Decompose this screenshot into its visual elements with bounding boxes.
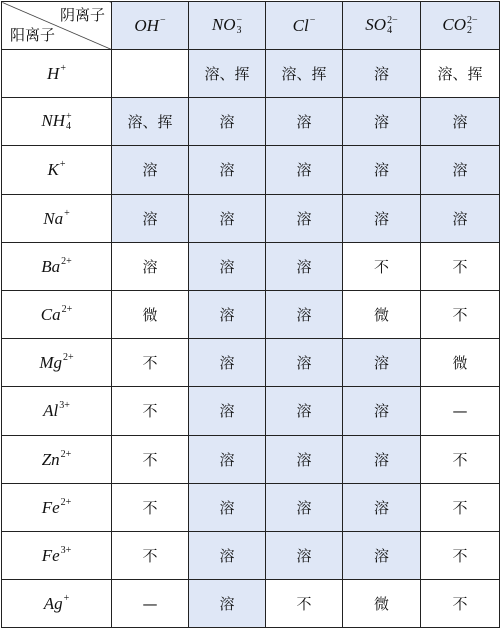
cation-formula — [42, 450, 72, 469]
cation-formula — [39, 353, 73, 372]
table-row — [2, 290, 500, 338]
solubility-value: 溶 — [219, 209, 235, 228]
cation-formula-charge: + — [65, 111, 72, 123]
solubility-value: 溶 — [296, 546, 312, 565]
anion-formula-charge: 2− — [387, 15, 398, 27]
solubility-value: 溶 — [219, 354, 235, 373]
solubility-cell — [421, 531, 500, 579]
solubility-value: 溶 — [373, 161, 389, 180]
solubility-value: 溶 — [219, 306, 235, 325]
cation-formula-symbol: NH — [41, 111, 65, 131]
solubility-value: 溶 — [296, 306, 312, 325]
solubility-cell — [112, 580, 189, 628]
solubility-cell — [112, 435, 189, 483]
solubility-cell — [266, 580, 343, 628]
solubility-cell — [266, 339, 343, 387]
solubility-value: 不 — [142, 450, 158, 469]
solubility-value: — — [452, 402, 468, 421]
cation-formula-charge: 3+ — [60, 544, 72, 556]
cation-formula-charge: 2+ — [63, 352, 74, 364]
solubility-value: 微 — [452, 354, 468, 373]
cation-header-cell — [2, 242, 112, 290]
solubility-cell — [421, 580, 500, 628]
solubility-value: 溶 — [373, 65, 389, 84]
solubility-value: — — [142, 595, 158, 614]
solubility-value: 溶 — [452, 113, 468, 132]
header-row — [2, 2, 500, 50]
solubility-cell — [343, 98, 421, 146]
cation-formula-charge: + — [59, 159, 66, 171]
solubility-cell — [189, 531, 266, 579]
table-row — [2, 242, 500, 290]
solubility-cell — [266, 290, 343, 338]
solubility-cell — [421, 435, 500, 483]
cation-formula-symbol: Fe — [41, 497, 60, 517]
table-row — [2, 194, 500, 242]
cation-formula-symbol: Mg — [39, 353, 63, 373]
solubility-value: 溶 — [219, 113, 235, 132]
cation-formula — [41, 111, 72, 133]
table-row — [2, 98, 500, 146]
cation-formula-charge: 2+ — [61, 304, 73, 316]
solubility-cell — [343, 290, 421, 338]
solubility-value: 溶 — [296, 402, 312, 421]
solubility-value: 溶 — [296, 498, 312, 517]
solubility-cell — [189, 339, 266, 387]
anion-formula — [293, 16, 316, 35]
anion-header-cell — [266, 2, 343, 50]
anion-header-cell — [189, 2, 266, 50]
solubility-cell — [343, 339, 421, 387]
anion-formula-subscript: 3 — [236, 25, 242, 37]
solubility-cell — [189, 98, 266, 146]
cation-formula — [41, 305, 72, 324]
cation-formula-symbol: Al — [43, 401, 59, 421]
solubility-cell — [112, 387, 189, 435]
solubility-value: 溶、挥 — [281, 65, 327, 84]
solubility-cell — [112, 194, 189, 242]
solubility-value: 溶 — [296, 113, 312, 132]
cation-header-cell — [2, 339, 112, 387]
solubility-cell — [343, 483, 421, 531]
solubility-cell — [189, 580, 266, 628]
solubility-cell — [189, 242, 266, 290]
solubility-cell — [343, 531, 421, 579]
cation-title: 阳离子 — [10, 26, 56, 44]
solubility-cell — [189, 290, 266, 338]
cation-formula-charge: + — [60, 63, 66, 75]
cation-formula-symbol: Ca — [40, 305, 61, 325]
anion-formula-subscript: 2 — [466, 25, 472, 37]
cation-formula-charge: + — [64, 207, 70, 219]
solubility-value: 溶 — [373, 402, 389, 421]
solubility-value: 微 — [142, 306, 158, 325]
solubility-cell — [266, 50, 343, 98]
solubility-cell — [266, 387, 343, 435]
solubility-cell — [112, 339, 189, 387]
solubility-value: 溶 — [142, 161, 158, 180]
cation-formula-symbol: H — [47, 64, 60, 84]
solubility-value: 溶 — [296, 161, 312, 180]
solubility-value: 不 — [452, 306, 468, 325]
solubility-cell — [421, 290, 500, 338]
solubility-cell — [189, 194, 266, 242]
anion-formula — [442, 14, 478, 37]
cation-header-cell — [2, 290, 112, 338]
solubility-cell — [266, 242, 343, 290]
solubility-cell — [189, 435, 266, 483]
solubility-value: 不 — [452, 498, 468, 517]
solubility-value: 不 — [142, 354, 158, 373]
solubility-value: 溶 — [142, 209, 158, 228]
solubility-cell — [112, 290, 189, 338]
anion-formula-subscript: 4 — [387, 25, 393, 37]
solubility-value: 不 — [452, 595, 468, 614]
anion-formula — [134, 16, 165, 35]
cation-formula-symbol: Ag — [43, 594, 63, 614]
solubility-value: 溶 — [219, 595, 235, 614]
solubility-value: 微 — [373, 595, 389, 614]
solubility-cell — [266, 146, 343, 194]
cation-formula-symbol: Fe — [41, 545, 60, 565]
solubility-value: 不 — [142, 546, 158, 565]
cation-formula — [43, 209, 69, 228]
solubility-value: 不 — [452, 257, 468, 276]
cation-header-cell — [2, 580, 112, 628]
solubility-value: 溶 — [373, 113, 389, 132]
solubility-cell — [343, 242, 421, 290]
cation-header-cell — [2, 483, 112, 531]
anion-formula-symbol: Cl — [292, 16, 309, 35]
solubility-cell — [421, 242, 500, 290]
solubility-value: 溶 — [373, 498, 389, 517]
solubility-cell — [421, 339, 500, 387]
solubility-value: 不 — [373, 257, 389, 276]
solubility-cell — [343, 580, 421, 628]
table-row — [2, 50, 500, 98]
solubility-value: 溶 — [373, 450, 389, 469]
anion-formula-charge: − — [159, 15, 166, 26]
solubility-cell — [421, 387, 500, 435]
cation-header-cell — [2, 531, 112, 579]
anion-formula-symbol: OH — [134, 16, 159, 35]
solubility-value: 溶 — [142, 257, 158, 276]
solubility-cell — [266, 435, 343, 483]
solubility-value: 溶 — [219, 402, 235, 421]
cation-header-cell — [2, 435, 112, 483]
cation-formula-symbol: Zn — [41, 449, 60, 469]
solubility-value: 不 — [142, 498, 158, 517]
anion-formula-charge: 2− — [466, 15, 478, 27]
cation-formula-subscript: 4 — [65, 121, 71, 133]
solubility-value: 溶 — [296, 209, 312, 228]
solubility-cell — [112, 146, 189, 194]
solubility-cell — [266, 98, 343, 146]
anion-header-cell — [343, 2, 421, 50]
solubility-value: 溶 — [373, 354, 389, 373]
solubility-value: 溶、挥 — [204, 65, 250, 84]
solubility-cell — [343, 146, 421, 194]
cation-header-cell — [2, 50, 112, 98]
anion-header-cell — [421, 2, 500, 50]
solubility-cell — [421, 98, 500, 146]
corner-header-cell — [2, 2, 112, 50]
solubility-value: 溶 — [219, 161, 235, 180]
cation-formula — [42, 546, 72, 565]
solubility-value: 溶、挥 — [127, 113, 173, 132]
cation-header-cell — [2, 98, 112, 146]
anion-formula — [365, 14, 398, 37]
solubility-table — [1, 1, 500, 628]
solubility-value: 溶 — [219, 498, 235, 517]
cation-formula — [42, 498, 72, 517]
cation-formula-symbol: Na — [43, 208, 64, 228]
solubility-value: 溶 — [296, 257, 312, 276]
table-row — [2, 387, 500, 435]
solubility-cell — [421, 194, 500, 242]
anion-formula-symbol: NO — [211, 14, 236, 34]
solubility-cell — [421, 50, 500, 98]
solubility-cell — [421, 146, 500, 194]
solubility-cell — [343, 435, 421, 483]
cation-formula — [41, 257, 72, 276]
cation-header-cell — [2, 194, 112, 242]
cation-formula-charge: 3+ — [59, 400, 70, 412]
anion-formula — [211, 14, 243, 37]
solubility-cell — [343, 50, 421, 98]
cation-formula-charge: + — [63, 593, 70, 605]
solubility-value: 不 — [142, 402, 158, 421]
solubility-cell — [343, 194, 421, 242]
solubility-cell — [112, 531, 189, 579]
cation-formula — [48, 160, 66, 179]
solubility-value: 溶 — [373, 546, 389, 565]
table-row — [2, 146, 500, 194]
cation-formula-charge: 2+ — [60, 496, 72, 508]
table-row — [2, 339, 500, 387]
solubility-cell — [112, 98, 189, 146]
table-row — [2, 531, 500, 579]
cation-header-cell — [2, 146, 112, 194]
cation-formula-charge: 2+ — [60, 448, 72, 460]
anion-title: 阴离子 — [59, 6, 105, 24]
solubility-value: 溶 — [296, 450, 312, 469]
solubility-value: 溶 — [373, 209, 389, 228]
cation-header-cell — [2, 387, 112, 435]
cation-formula — [47, 64, 66, 83]
solubility-value: 溶 — [452, 161, 468, 180]
solubility-cell — [266, 531, 343, 579]
solubility-cell — [112, 50, 189, 98]
anion-formula-charge: − — [236, 15, 243, 27]
solubility-value: 溶 — [452, 209, 468, 228]
solubility-value: 溶 — [219, 450, 235, 469]
solubility-cell — [189, 483, 266, 531]
solubility-cell — [189, 387, 266, 435]
solubility-cell — [189, 50, 266, 98]
solubility-cell — [266, 483, 343, 531]
solubility-cell — [189, 146, 266, 194]
solubility-value: 溶 — [296, 354, 312, 373]
table-row — [2, 580, 500, 628]
solubility-value: 溶 — [219, 546, 235, 565]
solubility-value: 不 — [452, 546, 468, 565]
cation-formula — [43, 401, 70, 420]
anion-formula-symbol: CO — [442, 14, 466, 34]
solubility-value: 微 — [373, 306, 389, 325]
solubility-value: 溶 — [219, 257, 235, 276]
solubility-cell — [343, 387, 421, 435]
table-row — [2, 483, 500, 531]
solubility-cell — [266, 194, 343, 242]
solubility-cell — [112, 483, 189, 531]
anion-header-cell — [112, 2, 189, 50]
anion-formula-charge: − — [309, 15, 316, 26]
cation-formula-symbol: K — [47, 160, 59, 180]
cation-formula — [44, 594, 70, 613]
solubility-value: 不 — [452, 450, 468, 469]
cation-formula-symbol: Ba — [41, 256, 61, 276]
solubility-cell — [421, 483, 500, 531]
cation-formula-charge: 2+ — [61, 255, 72, 267]
solubility-value: 不 — [296, 595, 312, 614]
anion-formula-symbol: SO — [365, 14, 387, 34]
table-row — [2, 435, 500, 483]
solubility-value: 溶、挥 — [437, 65, 483, 84]
solubility-cell — [112, 242, 189, 290]
